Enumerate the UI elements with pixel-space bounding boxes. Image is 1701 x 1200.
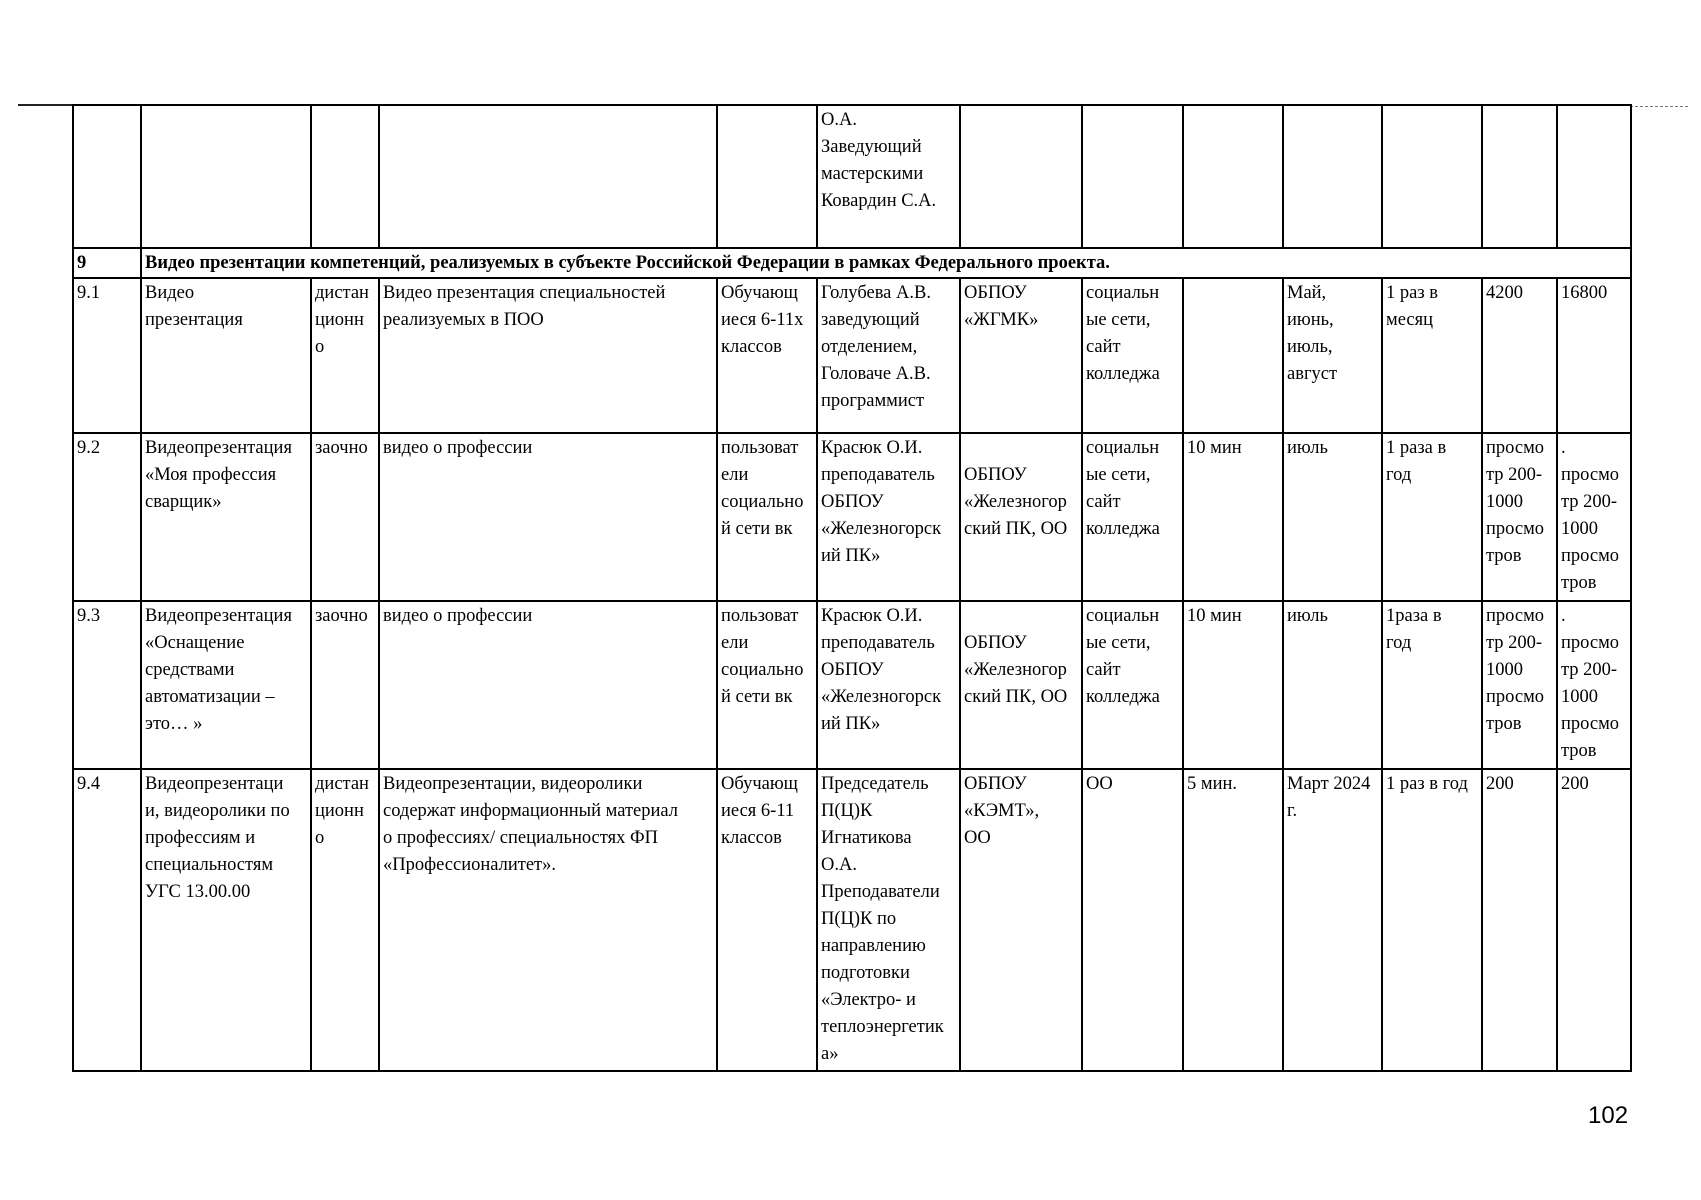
cell-reach-2 [1557, 769, 1631, 1071]
cell-organization [960, 278, 1082, 433]
cell-duration [1183, 433, 1283, 601]
cell-line: Видеопрезентаци [145, 774, 284, 794]
cell-name [141, 105, 311, 248]
cell-line: дистан [315, 283, 369, 303]
cell-line: «Электро- и [821, 990, 916, 1010]
table-row [73, 278, 1631, 433]
cell-name [141, 433, 311, 601]
cell-line: июнь, [1287, 310, 1334, 330]
cell-line: Видеопрезентация [145, 606, 292, 626]
cell-line: тров [1486, 546, 1522, 566]
cell-line: это… » [145, 714, 203, 734]
cell-description [379, 601, 717, 769]
cell-audience [717, 278, 817, 433]
cell-reach-2 [1557, 601, 1631, 769]
cell-line: ОБПОУ [821, 492, 884, 512]
cell-line: о профессиях/ специальностях ФП [383, 828, 658, 848]
cell-line: сварщик» [145, 492, 222, 512]
cell-line: тров [1486, 714, 1522, 734]
cell-line: ский ПК, ОО [964, 687, 1068, 707]
cell-line: Обучающ [721, 283, 798, 303]
cell-line: 1000 [1486, 660, 1523, 680]
cell-line: июль, [1287, 337, 1333, 357]
cell-line: ОБПОУ [964, 633, 1027, 653]
cell-line: презентация [145, 310, 243, 330]
cell-name [141, 769, 311, 1071]
continuation-row [73, 105, 1631, 248]
cell-reach-1 [1482, 278, 1557, 433]
cell-line: ОБПОУ [964, 465, 1027, 485]
cell-line: 200 [1486, 774, 1514, 794]
cell-line: Видео презентация специальностей [383, 283, 666, 303]
cell-line: ционн [315, 801, 364, 821]
cell-audience [717, 433, 817, 601]
cell-line: ОО [1086, 774, 1113, 794]
cell-line: год [1386, 465, 1412, 485]
cell-frequency [1382, 105, 1482, 248]
cell-line: Видео [145, 283, 195, 303]
cell-line: социально [721, 492, 804, 512]
cell-line [964, 435, 1078, 462]
cell-line: Красюк О.И. [821, 606, 923, 626]
cell-num: 9.4 [73, 769, 141, 1071]
cell-line: колледжа [1086, 519, 1160, 539]
cell-line: Май, [1287, 283, 1327, 303]
cell-line: Председатель [821, 774, 929, 794]
cell-description [379, 278, 717, 433]
cell-line: 1 раз в год [1386, 774, 1468, 794]
cell-line: ОБПОУ [964, 283, 1027, 303]
cell-line: социальн [1086, 438, 1160, 458]
cell-line: преподаватель [821, 465, 935, 485]
cell-line: УГС 13.00.00 [145, 882, 251, 902]
cell-line: тр 200- [1486, 633, 1543, 653]
cell-duration [1183, 769, 1283, 1071]
cell-line: теплоэнергетик [821, 1017, 944, 1037]
cell-responsible [817, 601, 960, 769]
cell-line: ели [721, 465, 749, 485]
cell-line: Ковардин С.А. [821, 191, 937, 211]
cell-period [1283, 278, 1382, 433]
cell-line: средствами [145, 660, 235, 680]
cell-line [964, 603, 1078, 630]
cell-line: пользоват [721, 438, 799, 458]
cell-responsible [817, 105, 960, 248]
cell-name [141, 601, 311, 769]
cell-frequency [1382, 601, 1482, 769]
cell-line: дистан [315, 774, 369, 794]
cell-line: просмо [1561, 714, 1620, 734]
cell-line: 5 мин. [1187, 774, 1238, 794]
cell-line: ий ПК» [821, 714, 881, 734]
cell-place [1082, 433, 1183, 601]
cell-line: направлению [821, 936, 926, 956]
cell-line: заочно [315, 606, 368, 626]
cell-frequency [1382, 769, 1482, 1071]
cell-line: тров [1561, 573, 1597, 593]
cell-line: 1 раз в [1386, 283, 1439, 303]
scan-edge-line [18, 104, 73, 106]
cell-line: просмо [1561, 546, 1620, 566]
cell-line: 1000 [1561, 687, 1598, 707]
cell-line: колледжа [1086, 687, 1160, 707]
cell-line: О.А. [821, 855, 857, 875]
cell-line: месяц [1386, 310, 1433, 330]
cell-place [1082, 769, 1183, 1071]
cell-line: ий ПК» [821, 546, 881, 566]
cell-line: социально [721, 660, 804, 680]
cell-audience [717, 105, 817, 248]
cell-line: 1000 [1561, 519, 1598, 539]
cell-line: ский ПК, ОО [964, 519, 1068, 539]
cell-line: просмо [1486, 687, 1545, 707]
cell-line: 1раза в [1386, 606, 1442, 626]
cell-line: 16800 [1561, 283, 1608, 303]
cell-line: Март 2024 [1287, 774, 1371, 794]
cell-line: тр 200- [1486, 465, 1543, 485]
cell-description [379, 769, 717, 1071]
cell-line: «Железногор [964, 660, 1067, 680]
cell-line: реализуемых в ПОО [383, 310, 544, 330]
cell-line: Голубева А.В. [821, 283, 931, 303]
cell-line: ционн [315, 310, 364, 330]
cell-line: г. [1287, 801, 1298, 821]
cell-line: ые сети, [1086, 633, 1151, 653]
cell-line: иеся 6-11 [721, 801, 795, 821]
cell-responsible [817, 769, 960, 1071]
cell-form [311, 105, 379, 248]
cell-place [1082, 601, 1183, 769]
cell-line: «Моя профессия [145, 465, 277, 485]
cell-line: сайт [1086, 337, 1121, 357]
cell-line: а» [821, 1044, 839, 1064]
cell-line: ели [721, 633, 749, 653]
cell-organization [960, 769, 1082, 1071]
cell-line: подготовки [821, 963, 910, 983]
cell-line: 200 [1561, 774, 1589, 794]
cell-line: программист [821, 391, 925, 411]
cell-line: ОО [964, 828, 991, 848]
cell-line: социальн [1086, 283, 1160, 303]
cell-line: П(Ц)К [821, 801, 873, 821]
cell-line: год [1386, 633, 1412, 653]
cell-responsible [817, 278, 960, 433]
cell-reach-2 [1557, 433, 1631, 601]
table-row [73, 601, 1631, 769]
cell-line: Обучающ [721, 774, 798, 794]
cell-place [1082, 105, 1183, 248]
cell-responsible [817, 433, 960, 601]
cell-audience [717, 601, 817, 769]
cell-duration [1183, 278, 1283, 433]
cell-line: классов [721, 337, 782, 357]
cell-duration [1183, 601, 1283, 769]
table-row [73, 769, 1631, 1071]
cell-form [311, 433, 379, 601]
cell-line: . [1561, 606, 1566, 626]
cell-form [311, 769, 379, 1071]
cell-frequency [1382, 278, 1482, 433]
cell-reach-1 [1482, 105, 1557, 248]
cell-line: ОБПОУ [821, 660, 884, 680]
cell-line: тров [1561, 741, 1597, 761]
cell-line: 10 мин [1187, 438, 1242, 458]
cell-place [1082, 278, 1183, 433]
cell-line: заочно [315, 438, 368, 458]
cell-organization [960, 105, 1082, 248]
cell-line: тр 200- [1561, 660, 1618, 680]
cell-line: преподаватель [821, 633, 935, 653]
cell-name [141, 278, 311, 433]
cell-line: Заведующий [821, 137, 922, 157]
cell-line: просмо [1486, 519, 1545, 539]
plan-table [72, 104, 1632, 1072]
cell-line: профессиям и [145, 828, 256, 848]
cell-line: «Железногорск [821, 687, 942, 707]
cell-period [1283, 433, 1382, 601]
cell-reach-2 [1557, 105, 1631, 248]
table-row [73, 433, 1631, 601]
cell-line: Видеопрезентация [145, 438, 292, 458]
page-number: 102 [1588, 1102, 1629, 1129]
cell-line: ОБПОУ [964, 774, 1027, 794]
cell-audience [717, 769, 817, 1071]
cell-line: о [315, 337, 325, 357]
cell-line: сайт [1086, 660, 1121, 680]
cell-line: заведующий [821, 310, 920, 330]
cell-line: пользоват [721, 606, 799, 626]
cell-period [1283, 601, 1382, 769]
cell-line: П(Ц)К по [821, 909, 897, 929]
cell-line: Головаче А.В. [821, 364, 931, 384]
cell-reach-1 [1482, 433, 1557, 601]
cell-line: «Профессионалитет». [383, 855, 557, 875]
cell-num: 9.1 [73, 278, 141, 433]
cell-num: 9.2 [73, 433, 141, 601]
cell-line: Преподаватели [821, 882, 940, 902]
cell-line: колледжа [1086, 364, 1160, 384]
section-number: 9 [73, 248, 141, 278]
cell-line: июль [1287, 438, 1328, 458]
cell-line: просмо [1561, 633, 1620, 653]
cell-line: й сети вк [721, 519, 793, 539]
cell-line: 10 мин [1187, 606, 1242, 626]
cell-line: сайт [1086, 492, 1121, 512]
cell-num [73, 105, 141, 248]
cell-num: 9.3 [73, 601, 141, 769]
cell-line: Красюк О.И. [821, 438, 923, 458]
cell-line: «Оснащение [145, 633, 245, 653]
cell-line: просмо [1486, 606, 1545, 626]
cell-line: мастерскими [821, 164, 924, 184]
cell-period [1283, 105, 1382, 248]
cell-line: отделением, [821, 337, 918, 357]
cell-line: 4200 [1486, 283, 1523, 303]
cell-line: ые сети, [1086, 465, 1151, 485]
cell-line: «ЖГМК» [964, 310, 1039, 330]
cell-form [311, 601, 379, 769]
cell-line: Игнатикова [821, 828, 912, 848]
cell-line: О.А. [821, 110, 857, 130]
cell-line: ые сети, [1086, 310, 1151, 330]
cell-line: просмо [1486, 438, 1545, 458]
scan-edge-line-right [1630, 106, 1688, 107]
cell-line: о [315, 828, 325, 848]
cell-line: и, видеоролики по [145, 801, 290, 821]
cell-line: 1000 [1486, 492, 1523, 512]
cell-line: содержат информационный материал [383, 801, 678, 821]
cell-reach-2 [1557, 278, 1631, 433]
cell-line: автоматизации – [145, 687, 275, 707]
cell-line: классов [721, 828, 782, 848]
cell-organization [960, 433, 1082, 601]
cell-description [379, 105, 717, 248]
cell-line: видео о профессии [383, 606, 533, 626]
section-title: Видео презентации компетенций, реализуемых в субъекте Российской Федерации в рамках Федерального проекта. [141, 248, 1631, 278]
cell-line: Видеопрезентации, видеоролики [383, 774, 643, 794]
cell-line: «КЭМТ», [964, 801, 1040, 821]
cell-reach-1 [1482, 769, 1557, 1071]
cell-line: специальностям [145, 855, 274, 875]
cell-line: социальн [1086, 606, 1160, 626]
cell-period [1283, 769, 1382, 1071]
cell-duration [1183, 105, 1283, 248]
section-header-row [73, 248, 1631, 278]
cell-line: . [1561, 438, 1566, 458]
cell-line: видео о профессии [383, 438, 533, 458]
cell-line: «Железногор [964, 492, 1067, 512]
cell-line: тр 200- [1561, 492, 1618, 512]
cell-frequency [1382, 433, 1482, 601]
cell-line: «Железногорск [821, 519, 942, 539]
cell-line: август [1287, 364, 1338, 384]
cell-reach-1 [1482, 601, 1557, 769]
cell-line: иеся 6-11х [721, 310, 804, 330]
cell-line: й сети вк [721, 687, 793, 707]
cell-line: просмо [1561, 465, 1620, 485]
cell-line: 1 раза в [1386, 438, 1447, 458]
cell-form [311, 278, 379, 433]
cell-description [379, 433, 717, 601]
cell-line: июль [1287, 606, 1328, 626]
cell-organization [960, 601, 1082, 769]
